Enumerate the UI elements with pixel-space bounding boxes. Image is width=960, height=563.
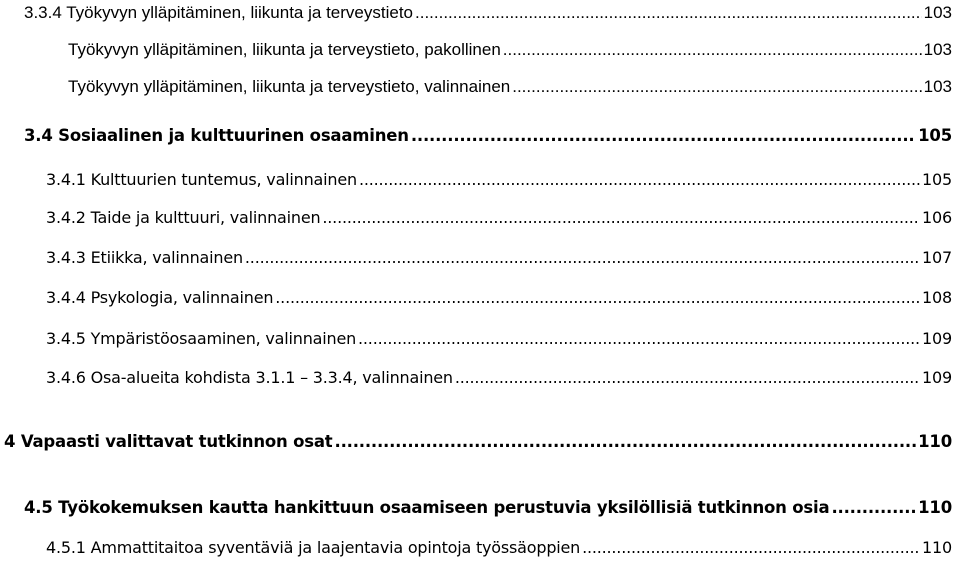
toc-entry[interactable] <box>46 370 952 386</box>
toc-entry-title: Työkyvyn ylläpitäminen, liikunta ja terveystieto, pakollinen <box>68 40 501 59</box>
toc-entry-title: 4 Vapaasti valittavat tutkinnon osat <box>4 432 333 451</box>
toc-entry-page: 105 <box>918 126 952 145</box>
dot-leader <box>503 41 922 58</box>
toc-entry[interactable] <box>46 250 952 266</box>
dot-leader <box>245 250 920 266</box>
dot-leader <box>359 172 920 188</box>
toc-entry-title: 3.4 Sosiaalinen ja kulttuurinen osaaminen <box>24 126 409 145</box>
toc-entry-title: 3.4.2 Taide ja kulttuuri, valinnainen <box>46 208 321 227</box>
toc-entry-title: 3.3.4 Työkyvyn ylläpitäminen, liikunta ja terveystieto <box>24 3 413 22</box>
dot-leader <box>831 500 916 517</box>
toc-entry[interactable] <box>46 331 952 347</box>
toc-entry[interactable] <box>46 172 952 188</box>
toc-entry[interactable] <box>46 540 952 556</box>
toc-entry[interactable] <box>24 4 952 21</box>
toc-entry-title: 4.5.1 Ammattitaitoa syventäviä ja laajentavia opintoja työssäoppien <box>46 538 581 557</box>
toc-entry-page: 103 <box>923 40 952 59</box>
toc-entry[interactable] <box>46 210 952 226</box>
toc-entry-title: 3.4.4 Psykologia, valinnainen <box>46 288 274 307</box>
toc-entry[interactable] <box>24 128 952 145</box>
toc-entry-title: 3.4.6 Osa-alueita kohdista 3.1.1 – 3.3.4, valinnainen <box>46 368 453 387</box>
toc-entry[interactable] <box>46 290 952 306</box>
dot-leader <box>411 128 916 145</box>
toc-entry-title: 3.4.3 Etiikka, valinnainen <box>46 248 243 267</box>
toc-entry[interactable] <box>24 500 952 517</box>
toc-entry-page: 105 <box>922 170 952 189</box>
dot-leader <box>415 4 922 21</box>
toc-entry-page: 107 <box>922 248 952 267</box>
dot-leader <box>512 78 921 95</box>
toc-entry-page: 110 <box>918 498 952 517</box>
toc-entry-page: 110 <box>922 538 952 557</box>
dot-leader <box>275 290 920 306</box>
dot-leader <box>582 540 920 556</box>
toc-entry[interactable] <box>4 434 952 451</box>
toc-entry-page: 103 <box>923 77 952 96</box>
toc-entry[interactable] <box>68 41 952 58</box>
toc-entry-page: 109 <box>922 368 952 387</box>
toc-entry-page: 109 <box>922 329 952 348</box>
dot-leader <box>455 370 920 386</box>
dot-leader <box>322 210 920 226</box>
toc-entry-title: 4.5 Työkokemuksen kautta hankittuun osaamiseen perustuvia yksilöllisiä tutkinnon osia <box>24 498 830 517</box>
toc-entry-title: 3.4.1 Kulttuurien tuntemus, valinnainen <box>46 170 357 189</box>
toc-entry-page: 108 <box>922 288 952 307</box>
toc-entry-page: 106 <box>922 208 952 227</box>
toc-entry-page: 110 <box>918 432 952 451</box>
dot-leader <box>335 434 917 451</box>
dot-leader <box>358 331 920 347</box>
toc-entry[interactable] <box>68 78 952 95</box>
toc-entry-page: 103 <box>923 3 952 22</box>
toc-entry-title: 3.4.5 Ympäristöosaaminen, valinnainen <box>46 329 357 348</box>
toc-entry-title: Työkyvyn ylläpitäminen, liikunta ja terveystieto, valinnainen <box>68 77 511 96</box>
